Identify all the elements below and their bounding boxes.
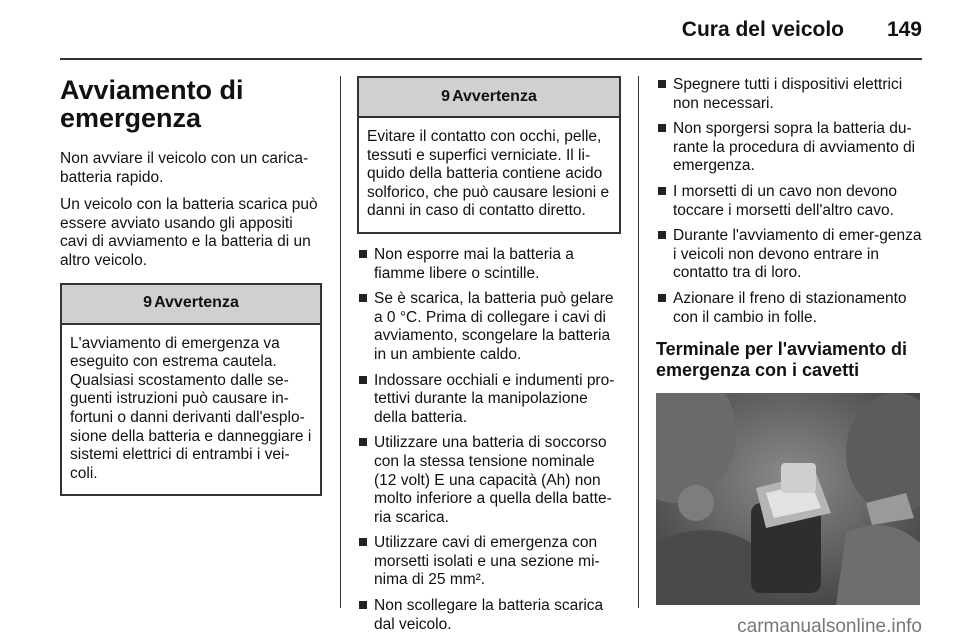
warning-box	[60, 283, 322, 497]
bullet-list	[357, 246, 621, 634]
page-number: 149	[886, 18, 922, 41]
list-item: Azionare il freno di stazionamento con il cambio in folle.	[656, 290, 922, 327]
warning-icon: 9	[143, 294, 153, 312]
square-bullet-icon	[359, 438, 367, 446]
watermark: carmanualsonline.info	[737, 616, 922, 637]
square-bullet-icon	[658, 187, 666, 195]
list-item: Utilizzare cavi di emergenza con morsetti isolati e una sezione mi-nima di 25 mm².	[357, 534, 621, 590]
column-1	[60, 76, 322, 508]
warning-box	[357, 76, 621, 234]
square-bullet-icon	[658, 124, 666, 132]
square-bullet-icon	[359, 538, 367, 546]
paragraph: Non avviare il veicolo con un carica-batteria rapido.	[60, 150, 309, 186]
column-divider	[638, 76, 639, 608]
list-item: Indossare occhiali e indumenti pro-tettivi durante la manipolazione della batteria.	[357, 372, 621, 428]
square-bullet-icon	[359, 294, 367, 302]
subsection-heading: Terminale per l'avviamento di emergenza con i cavetti	[656, 339, 908, 381]
column-2	[357, 76, 621, 641]
list-item: Non esporre mai la batteria a fiamme libere o scintille.	[357, 246, 621, 283]
list-item: Non scollegare la batteria scarica dal veicolo.	[357, 597, 621, 634]
square-bullet-icon	[658, 80, 666, 88]
warning-icon: 9	[441, 87, 451, 105]
list-item: Spegnere tutti i dispositivi elettrici non necessari.	[656, 76, 922, 113]
warning-label: Avvertenza	[452, 87, 537, 105]
square-bullet-icon	[658, 231, 666, 239]
square-bullet-icon	[359, 250, 367, 258]
list-item: Se è scarica, la batteria può gelare a 0 °C. Prima di collegare i cavi di avviamento, scongelare la batteria in un ambiente caldo.	[357, 290, 621, 364]
warning-header	[359, 78, 619, 118]
column-3	[656, 76, 922, 605]
jump-start-terminal-illustration	[656, 393, 920, 605]
column-divider	[340, 76, 341, 608]
warning-text: L'avviamento di emergenza va eseguito con estrema cautela. Qualsiasi scostamento dalle se-guenti istruzioni può causare in-fortuni o danni derivanti dall'esplo-sione della batteria e danneggiare i sistemi elettrici di entrambi i vei-coli.	[70, 334, 312, 482]
section-heading: Avviamento di emergenza	[60, 75, 244, 133]
warning-header	[62, 285, 320, 325]
warning-text: Evitare il contatto con occhi, pelle, tessuti e superfici verniciate. Il li-quido della batteria contiene acido solforico, che può causare lesioni e danni in caso di contatto diretto.	[367, 128, 610, 220]
paragraph: Un veicolo con la batteria scarica può essere avviato usando gli appositi cavi di avviamento e la batteria di un altro veicolo.	[60, 196, 318, 269]
square-bullet-icon	[658, 294, 666, 302]
warning-label: Avvertenza	[154, 294, 239, 312]
square-bullet-icon	[359, 376, 367, 384]
list-item: I morsetti di un cavo non devono toccare i morsetti dell'altro cavo.	[656, 183, 922, 220]
header-title: Cura del veicolo	[681, 18, 844, 41]
page-header	[60, 14, 922, 50]
list-item: Utilizzare una batteria di soccorso con la stessa tensione nominale (12 volt) E una capacità (Ah) non molto inferiore a quella della batte-ria scarica.	[357, 434, 621, 527]
list-item: Durante l'avviamento di emer-genza i veicoli non devono entrare in contatto tra di loro.	[656, 227, 922, 283]
jump-start-terminal-photo	[656, 393, 920, 605]
header-rule	[60, 58, 922, 60]
list-item: Non sporgersi sopra la batteria du-rante la procedura di avviamento di emergenza.	[656, 120, 922, 176]
square-bullet-icon	[359, 601, 367, 609]
bullet-list	[656, 76, 922, 327]
